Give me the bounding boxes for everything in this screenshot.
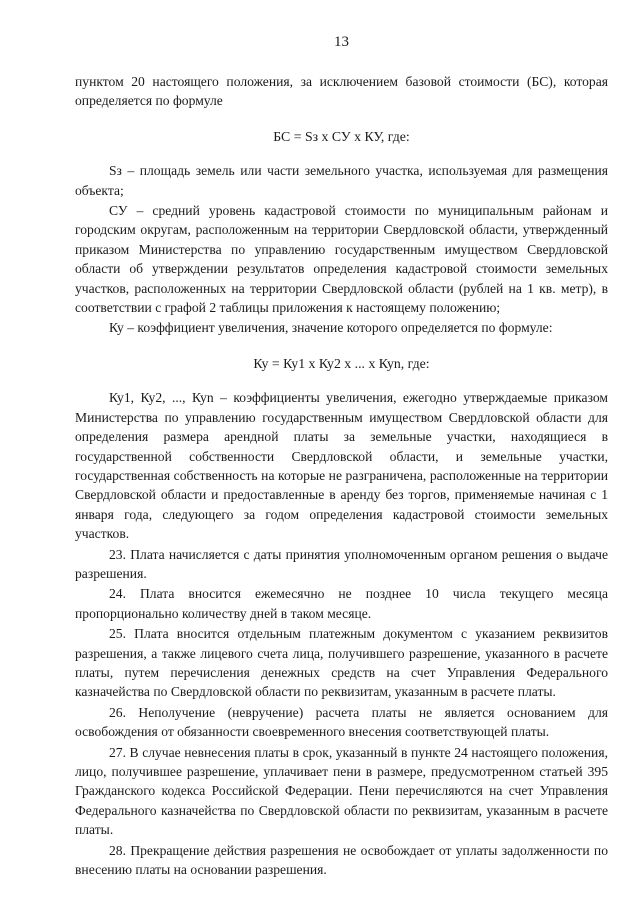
definition-area: Sз – площадь земель или части земельного участка, используемая для размещения объекта; [75,163,608,198]
definition-coefficient-list: Ку1, Ку2, ..., Куn – коэффициенты увеличения, ежегодно утверждаемые приказом Министерства по управлению государственным имуществом Свердловской области для определения размера арендной платы за земельные участки, находящиеся в государственной собственности Свердловской области, и земельные участки, государственная собственность на которые не разграничена, расположенные на территории Свердловской области и предоставленные в аренду без торгов, применяемые начиная с 1 января года, следующего за годом определения кадастровой стоимости земельных участков. [75,390,608,542]
definition-coefficient: Ку – коэффициент увеличения, значение которого определяется по формуле: [109,320,553,336]
formula-base-cost: БС = Sз х СУ х КУ, где: [273,128,410,144]
formula-coefficient: Ку = Ку1 х Ку2 х ... х Куn, где: [253,355,430,371]
page-number: 13 [334,34,349,50]
spacer [75,339,608,354]
spacer [75,112,608,127]
clause-25: 25. Плата вносится отдельным платежным документом с указанием реквизитов разрешения, а также лицевого счета лица, получившего разрешение, указанного в расчете платы, путем перечисления денежных средств на счет Управления Федерального казначейства по Свердловской области по реквизитам, указанным в расчете платы. [75,626,608,700]
clause-27: 27. В случае невнесения платы в срок, указанный в пункте 24 настоящего положения, лицо, получившее разрешение, уплачивает пени в размере, предусмотренном статьей 395 Гражданского кодекса Российской Федерации. Пени перечисляются на счет Управления Федерального казначейства по Свердловской области по реквизитам, указанным в расчете платы. [75,744,608,838]
document-body [75,72,608,880]
clause-26: 26. Неполучение (невручение) расчета платы не является основанием для освобождения от обязанности своевременного внесения соответствующей платы. [75,704,608,740]
clause-23: 23. Плата начисляется с даты принятия уполномоченным органом решения о выдаче разрешения. [75,546,608,581]
definition-average-level: СУ – средний уровень кадастровой стоимости по муниципальным районам и городским округам, расположенным на территории Свердловской области, утвержденный приказом Министерства по управлению государственным имуществом Свердловской области об утверждении результатов определения кадастровой стоимости земельных участков, расположенных на территории Свердловской области (рублей на 1 кв. метр), в соответствии с графой 2 таблицы приложения к настоящему положению; [75,203,608,316]
spacer [75,373,608,388]
intro-paragraph: пунктом 20 настоящего положения, за исключением базовой стоимости (БС), которая определяется по формуле [75,74,608,109]
spacer [75,146,608,161]
clause-28: 28. Прекращение действия разрешения не освобождает от уплаты задолженности по внесению платы на основании разрешения. [75,842,608,878]
clause-24: 24. Плата вносится ежемесячно не позднее 10 числа текущего месяца пропорционально количеству дней в таком месяце. [75,586,608,621]
